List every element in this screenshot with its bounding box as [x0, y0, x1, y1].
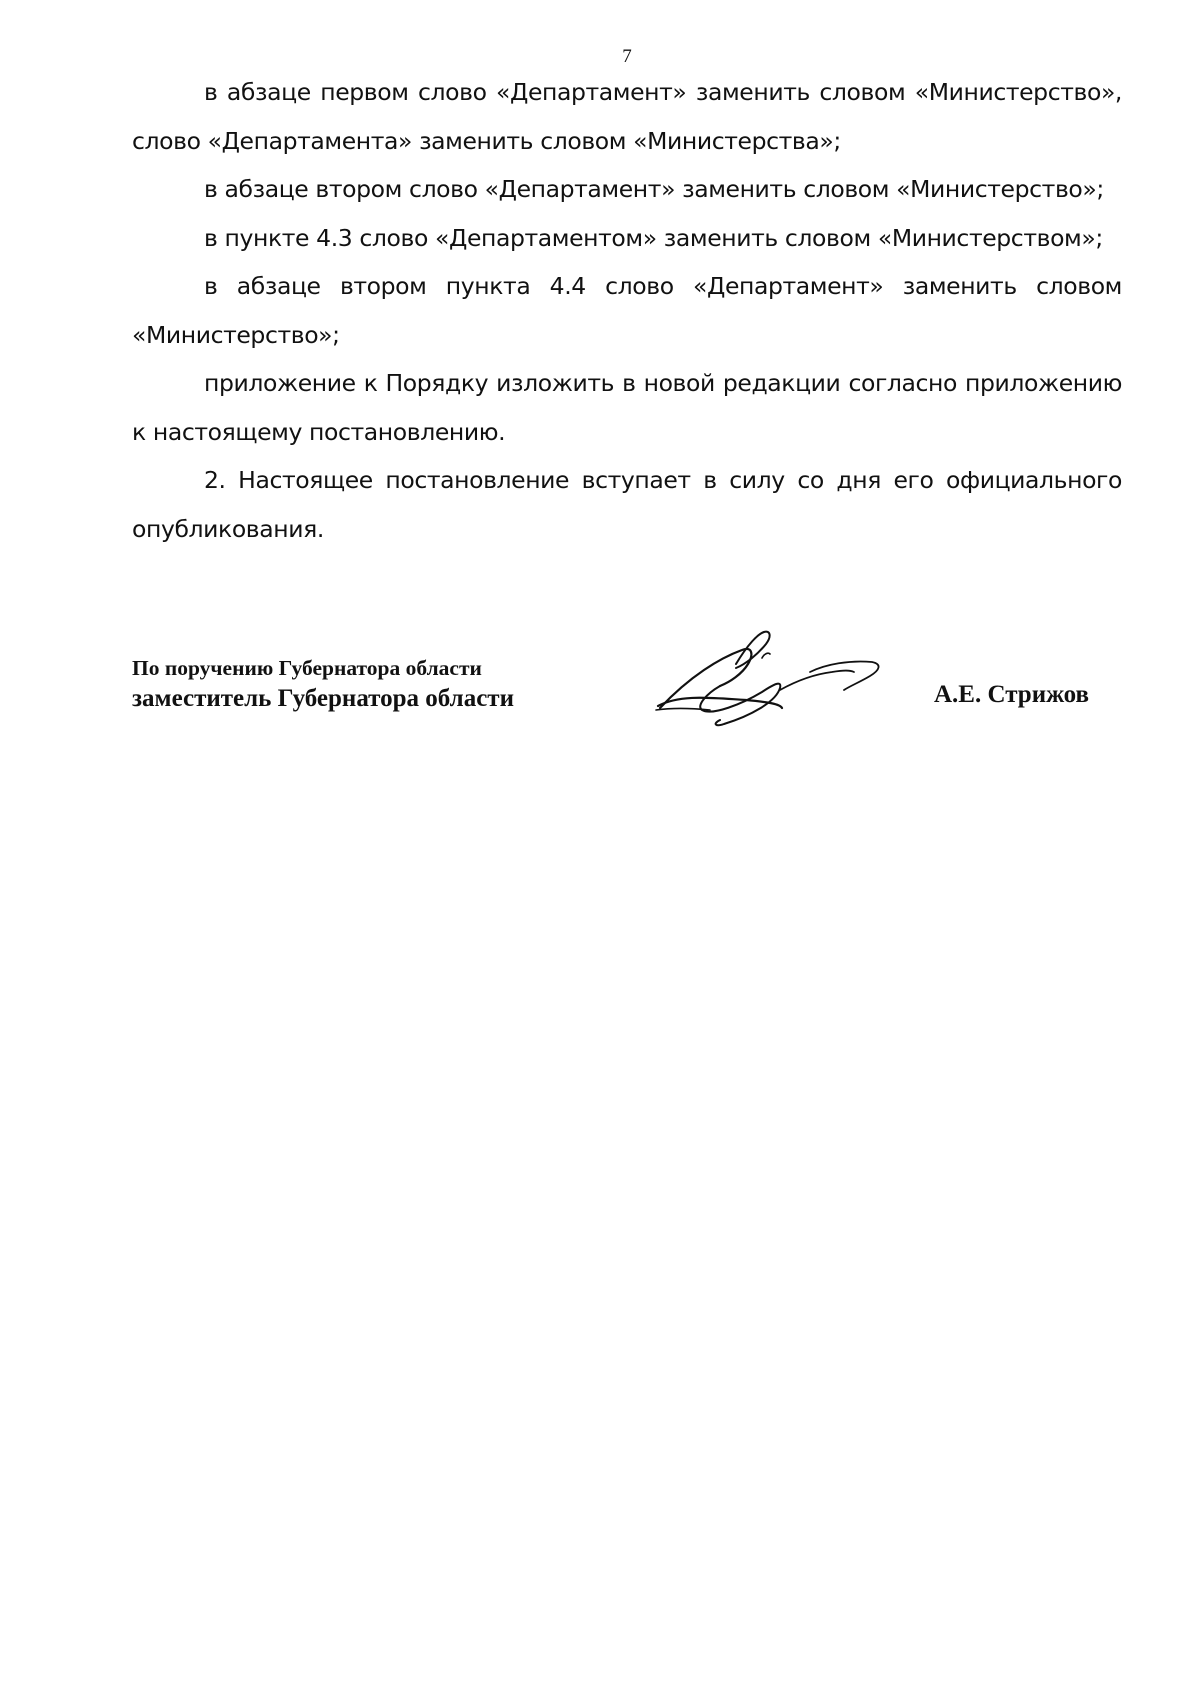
signatory-name: А.Е. Стрижов: [934, 681, 1089, 708]
handwritten-signature: [650, 624, 900, 734]
paragraph-6: 2. Настоящее постановление вступает в силу со дня его официального опубликования.: [132, 466, 1122, 543]
paragraph-1: в абзаце первом слово «Департамент» заменить словом «Министерство», слово «Департамента» заменить словом «Министерства»;: [132, 78, 1122, 155]
document-body: [132, 68, 1122, 553]
page-number: 7: [622, 46, 632, 67]
paragraph-5: приложение к Порядку изложить в новой редакции согласно приложению к настоящему постановлению.: [132, 369, 1122, 446]
paragraph-3: в пункте 4.3 слово «Департаментом» заменить словом «Министерством»;: [204, 223, 1103, 252]
signatory-position: [132, 654, 514, 716]
signatory-position-line1: По поручению Губернатора области: [132, 656, 482, 680]
paragraph-2: в абзаце втором слово «Департамент» заменить словом «Министерство»;: [204, 175, 1104, 203]
paragraph-4: в абзаце втором пункта 4.4 слово «Департамент» заменить словом «Министерство»;: [132, 272, 1122, 349]
signatory-position-line2: заместитель Губернатора области: [132, 685, 514, 712]
